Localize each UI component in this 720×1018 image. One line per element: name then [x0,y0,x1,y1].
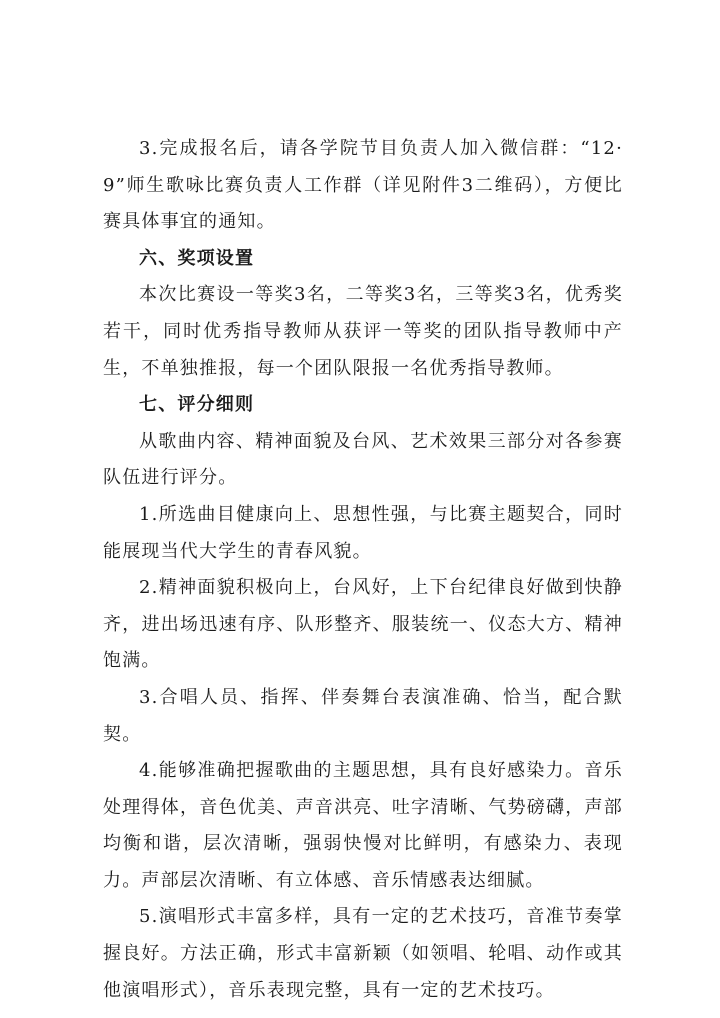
paragraph-scoring-item-3: 3.合唱人员、指挥、伴奏舞台表演准确、恰当，配合默契。 [103,686,623,745]
paragraph-scoring-item-4: 4.能够准确把握歌曲的主题思想，具有良好感染力。音乐处理得体，音色优美、声音洪亮、吐字清晰、气势磅礴，声部均衡和谐，层次清晰，强弱快慢对比鲜明，有感染力、表现力。声部层次清晰、有立体感、音乐情感表达细腻。 [103,760,623,891]
section-heading-scoring: 七、评分细则 [139,394,255,416]
section-heading-awards: 六、奖项设置 [139,247,255,269]
paragraph-scoring-item-1: 1.所选曲目健康向上、思想性强，与比赛主题契合，同时能展现当代大学生的青春风貌。 [103,503,623,562]
paragraph-awards: 本次比赛设一等奖3名，二等奖3名，三等奖3名，优秀奖若干，同时优秀指导教师从获评一等奖的团队指导教师中产生，不单独推报，每一个团队限报一名优秀指导教师。 [103,284,623,379]
paragraph-scoring-intro: 从歌曲内容、精神面貌及台风、艺术效果三部分对各参赛队伍进行评分。 [103,430,623,489]
document-body [103,131,623,1009]
paragraph-scoring-item-5: 5.演唱形式丰富多样，具有一定的艺术技巧，音准节奏掌握良好。方法正确，形式丰富新颖（如领唱、轮唱、动作或其他演唱形式），音乐表现完整，具有一定的艺术技巧。 [103,906,623,1001]
paragraph-registration-wechat: 3.完成报名后，请各学院节目负责人加入微信群：“12·9”师生歌咏比赛负责人工作群（详见附件3二维码），方便比赛具体事宜的通知。 [103,138,623,233]
paragraph-scoring-item-2: 2.精神面貌积极向上，台风好，上下台纪律良好做到快静齐，进出场迅速有序、队形整齐、服装统一、仪态大方、精神饱满。 [103,577,623,672]
